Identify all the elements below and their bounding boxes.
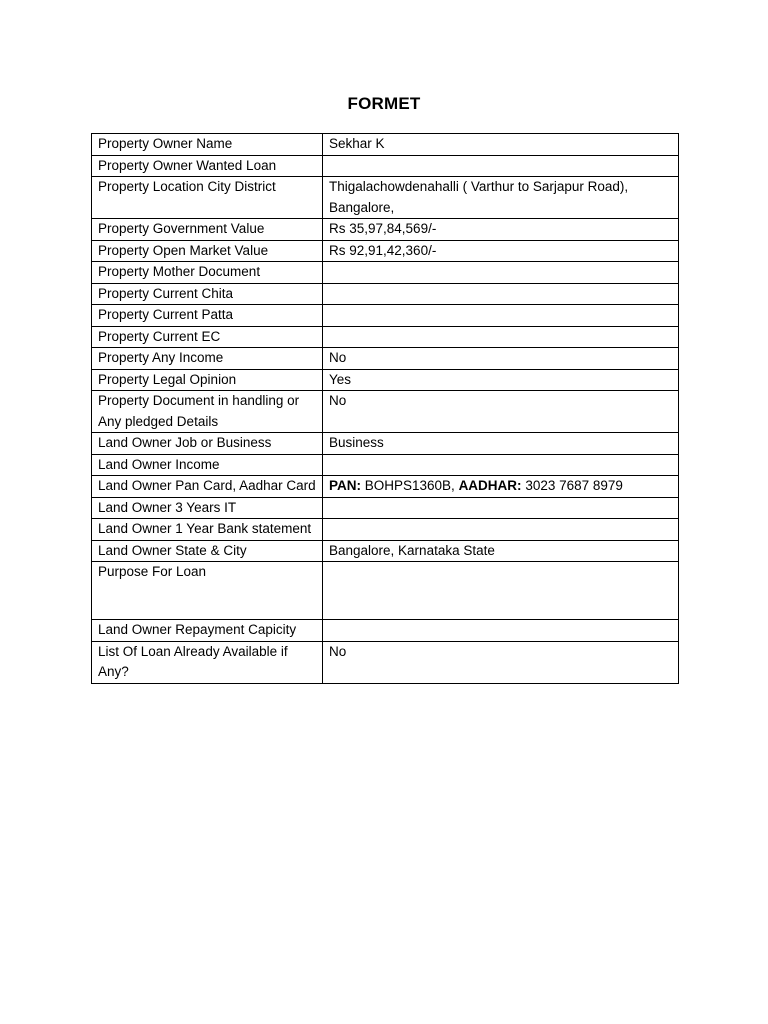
row-value [323, 155, 679, 177]
row-value [323, 262, 679, 284]
table-row [92, 391, 679, 433]
table-row [92, 348, 679, 370]
row-value: Sekhar K [323, 134, 679, 156]
table-row [92, 454, 679, 476]
pan-key: PAN: [329, 478, 361, 493]
row-value [323, 326, 679, 348]
table-row [92, 497, 679, 519]
row-value [323, 305, 679, 327]
pan-value: BOHPS1360B, [361, 478, 459, 493]
row-value [323, 454, 679, 476]
table-row [92, 540, 679, 562]
row-value [323, 497, 679, 519]
table-row [92, 562, 679, 620]
row-label: Property Document in handling or Any pledged Details [92, 391, 323, 433]
row-label: Land Owner State & City [92, 540, 323, 562]
row-label: Land Owner 3 Years IT [92, 497, 323, 519]
row-value: Rs 92,91,42,360/- [323, 240, 679, 262]
row-value [323, 283, 679, 305]
row-value [323, 562, 679, 620]
row-label: Purpose For Loan [92, 562, 323, 620]
row-label: Property Location City District [92, 177, 323, 219]
table-row [92, 262, 679, 284]
table-row [92, 433, 679, 455]
row-label: Property Current Chita [92, 283, 323, 305]
row-label: Property Current Patta [92, 305, 323, 327]
row-label: Land Owner Job or Business [92, 433, 323, 455]
row-value: Rs 35,97,84,569/- [323, 219, 679, 241]
row-label: Land Owner Pan Card, Aadhar Card [92, 476, 323, 498]
table-row [92, 641, 679, 683]
row-label: Property Current EC [92, 326, 323, 348]
row-value: No [323, 348, 679, 370]
row-value: Bangalore, Karnataka State [323, 540, 679, 562]
row-label: Property Any Income [92, 348, 323, 370]
table-row [92, 240, 679, 262]
aadhar-key: AADHAR: [458, 478, 522, 493]
table-row [92, 283, 679, 305]
row-value: No [323, 641, 679, 683]
table-row [92, 519, 679, 541]
row-label: Property Mother Document [92, 262, 323, 284]
table-row [92, 134, 679, 156]
table-row [92, 620, 679, 642]
row-label: List Of Loan Already Available if Any? [92, 641, 323, 683]
row-value: Business [323, 433, 679, 455]
row-label: Property Owner Wanted Loan [92, 155, 323, 177]
loan-details-table [91, 133, 679, 684]
table-row [92, 476, 679, 498]
table-row [92, 219, 679, 241]
table-row [92, 155, 679, 177]
row-value [323, 519, 679, 541]
table-row [92, 326, 679, 348]
row-value [323, 620, 679, 642]
row-label: Property Open Market Value [92, 240, 323, 262]
row-value: Thigalachowdenahalli ( Varthur to Sarjapur Road), Bangalore, [323, 177, 679, 219]
row-label: Land Owner Income [92, 454, 323, 476]
row-value: Yes [323, 369, 679, 391]
row-value-pan-aadhar [323, 476, 679, 498]
table-row [92, 369, 679, 391]
page-title: FORMET [347, 94, 421, 113]
row-label: Land Owner 1 Year Bank statement [92, 519, 323, 541]
table-row [92, 305, 679, 327]
row-label: Property Legal Opinion [92, 369, 323, 391]
table-row [92, 177, 679, 219]
aadhar-value: 3023 7687 8979 [521, 478, 623, 493]
row-label: Property Government Value [92, 219, 323, 241]
row-label: Land Owner Repayment Capicity [92, 620, 323, 642]
row-label: Property Owner Name [92, 134, 323, 156]
row-value: No [323, 391, 679, 433]
